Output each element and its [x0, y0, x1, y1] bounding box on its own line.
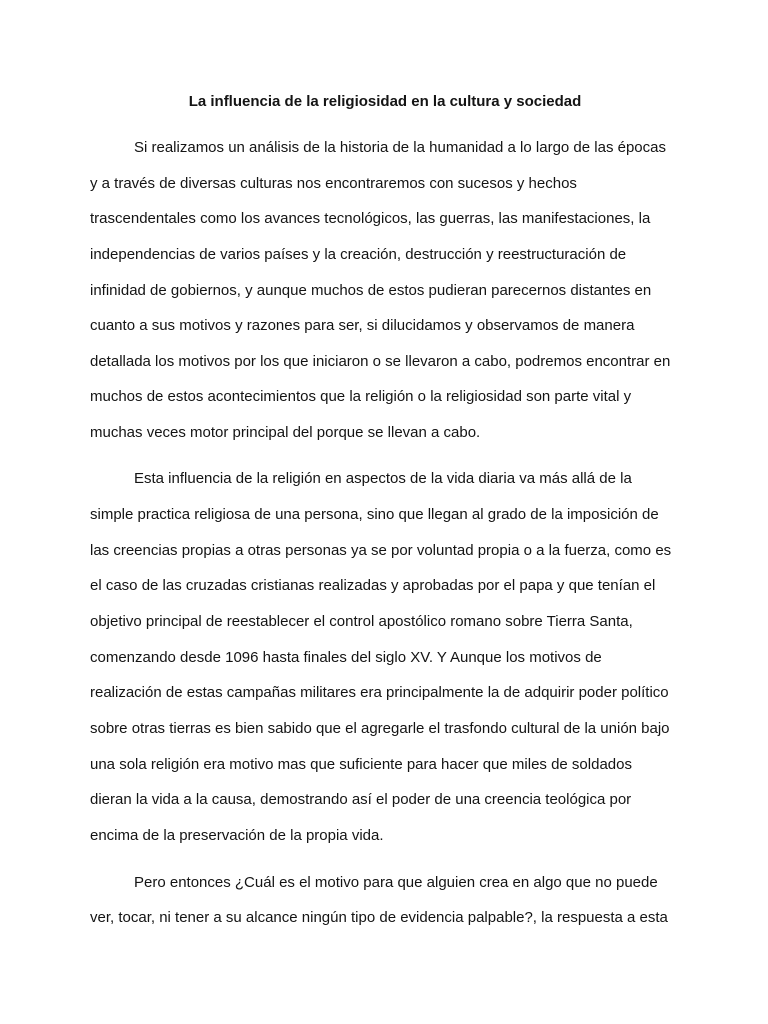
paragraph-line: el caso de las cruzadas cristianas realizadas y aprobadas por el papa y que tenían el — [90, 577, 656, 594]
paragraph-line: realización de estas campañas militares era principalmente la de adquirir poder político — [90, 684, 669, 701]
paragraph-line: y a través de diversas culturas nos encontraremos con sucesos y hechos — [90, 175, 577, 192]
paragraph-line: ver, tocar, ni tener a su alcance ningún tipo de evidencia palpable?, la respuesta a esta — [90, 909, 668, 926]
paragraph-line: sobre otras tierras es bien sabido que el agregarle el trasfondo cultural de la unión bajo — [90, 720, 670, 737]
paragraph-line: las creencias propias a otras personas ya se por voluntad propia o a la fuerza, como es — [90, 542, 672, 559]
paragraph-line: detallada los motivos por los que iniciaron o se llevaron a cabo, podremos encontrar en — [90, 353, 671, 370]
paragraph-line: independencias de varios países y la creación, destrucción y reestructuración de — [90, 246, 627, 263]
paragraph-line: muchas veces motor principal del porque se llevan a cabo. — [90, 424, 481, 441]
paragraph-line: Pero entonces ¿Cuál es el motivo para que alguien crea en algo que no puede — [134, 874, 658, 891]
paragraph-line: comenzando desde 1096 hasta finales del siglo XV. Y Aunque los motivos de — [90, 649, 602, 666]
paragraph-line: una sola religión era motivo mas que suficiente para hacer que miles de soldados — [90, 756, 632, 773]
document-title: La influencia de la religiosidad en la cultura y sociedad — [188, 93, 582, 110]
paragraph-line: cuanto a sus motivos y razones para ser, si dilucidamos y observamos de manera — [90, 317, 635, 334]
paragraph-line: muchos de estos acontecimientos que la religión o la religiosidad son parte vital y — [90, 388, 632, 405]
paragraph-line: Esta influencia de la religión en aspectos de la vida diaria va más allá de la — [134, 470, 632, 487]
paragraph-line: trascendentales como los avances tecnológicos, las guerras, las manifestaciones, la — [90, 210, 651, 227]
paragraph-line: simple practica religiosa de una persona, sino que llegan al grado de la imposición de — [90, 506, 659, 523]
paragraph-line: dieran la vida a la causa, demostrando así el poder de una creencia teológica por — [90, 791, 632, 808]
paragraph-line: infinidad de gobiernos, y aunque muchos de estos pudieran parecernos distantes en — [90, 282, 652, 299]
paragraph-line: objetivo principal de reestablecer el control apostólico romano sobre Tierra Santa, — [90, 613, 633, 630]
paragraph-line: encima de la preservación de la propia vida. — [90, 827, 384, 844]
paragraph-line: Si realizamos un análisis de la historia de la humanidad a lo largo de las épocas — [134, 139, 666, 156]
